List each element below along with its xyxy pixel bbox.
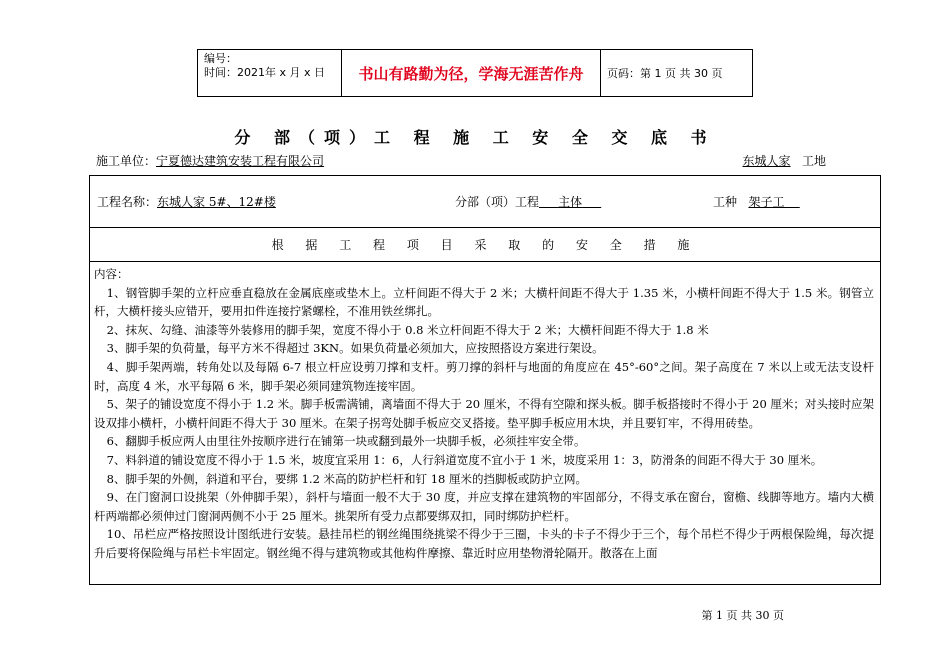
safety-form <box>89 175 881 585</box>
project-part-label: 分部（项）工程 <box>455 195 540 209</box>
project-part <box>455 193 713 210</box>
serial-label: 编号： <box>204 52 237 65</box>
unit-name: 宁夏德达建筑安装工程有限公司 <box>156 154 325 168</box>
measures-heading: 根 据 工 程 项 目 采 取 的 安 全 措 施 <box>90 228 880 262</box>
slogan: 书山有路勤为径，学海无涯苦作舟 <box>342 50 601 96</box>
unit-label: 施工单位： <box>96 154 157 168</box>
content-item: 1、钢管脚手架的立杆应垂直稳放在金属底座或垫木上。立杆间距不得大于 2 米；大横杆间距不得大于 1.35 米，小横杆间距不得大于 1.5 米。钢管立杆，大横杆接头应错开，要用扣件连接拧紧螺栓，不准用铁丝绑扎。 <box>94 285 874 319</box>
header-meta <box>198 50 342 96</box>
project-trade-label: 工种 <box>713 195 738 209</box>
site-name: 东城人家 <box>742 154 791 168</box>
content-body <box>90 262 880 563</box>
project-trade-value <box>748 195 799 209</box>
project-name <box>97 193 455 210</box>
site-suffix: 工地 <box>801 154 826 168</box>
project-trade <box>713 193 800 210</box>
page-info: 页码：第 1 页 共 30 页 <box>607 67 723 80</box>
content-item: 8、脚手架的外侧，斜道和平台，要绑 1.2 米高的防护栏杆和钉 18 厘米的挡脚板或防护立网。 <box>106 471 587 486</box>
page-footer: 第 1 页 共 30 页 <box>701 609 784 622</box>
page-title: 分 部（项）工 程 施 工 安 全 交 底 书 <box>234 128 716 147</box>
project-name-label: 工程名称： <box>97 195 158 209</box>
project-row <box>90 176 880 228</box>
content-item: 4、脚手架两端，转角处以及每隔 6-7 根立杆应设剪刀撑和支杆。剪刀撑的斜杆与地面的角度应在 45°-60°之间。架子高度在 7 米以上或无法支设杆时，高度 4 米，水平每隔 6 米，脚手架必须同建筑物连接牢固。 <box>94 359 874 393</box>
content-item: 7、料斜道的铺设宽度不得小于 1.5 米，坡度宜采用 1：6，人行斜道宽度不宜小于 1 米，坡度采用 1：3，防滑条的间距不得大于 30 厘米。 <box>106 452 823 467</box>
time-label: 时间：2021年 x 月 x 日 <box>204 66 325 79</box>
content-label: 内容： <box>94 267 129 281</box>
content-item: 6、翻脚手板应两人由里往外按顺序进行在铺第一块或翻到最外一块脚手板，必须挂牢安全带。 <box>106 434 586 449</box>
construction-unit <box>96 152 324 169</box>
content-item: 2、抹灰、勾缝、油漆等外装修用的脚手架，宽度不得小于 0.8 米立杆间距不得大于 2 米；大横杆间距不得大于 1.8 米 <box>106 322 709 337</box>
project-part-text: 主体 <box>558 195 583 209</box>
content-item: 5、架子的铺设宽度不得小于 1.2 米。脚手板需满铺，离墙面不得大于 20 厘米，不得有空隙和探头板。脚手板搭接时不得小于 20 厘米；对头接时应架设双排小横杆，小横杆间距不得大于 30 厘米。在架子拐弯处脚手板应交叉搭接。垫平脚手板应用木块，并且要钉牢，不得用砖垫。 <box>94 397 874 430</box>
project-part-value <box>539 195 601 209</box>
unit-row <box>96 152 826 169</box>
project-name-value: 东城人家 5#、12#楼 <box>157 195 276 209</box>
document-header <box>197 49 753 97</box>
project-trade-text: 架子工 <box>748 195 785 209</box>
content-item: 9、在门窗洞口设挑架（外伸脚手架），斜杆与墙面一般不大于 30 度，并应支撑在建筑物的牢固部分，不得支承在窗台，窗檐、线脚等地方。墙内大横杆两端都必须伸过门窗洞两侧不小于 25 厘米。挑架所有受力点都要绑双扣，同时绑防护栏杆。 <box>94 490 874 523</box>
content-item: 3、脚手架的负荷量，每平方米不得超过 3KN。如果负荷量必须加大，应按照搭设方案进行架设。 <box>106 341 604 356</box>
content-item: 10、吊栏应严格按照设计图纸进行安装。悬挂吊栏的钢丝绳围绕挑梁不得少于三圈，卡头的卡子不得少于三个，每个吊栏不得少于两根保险绳，每次提升后要将保险绳与吊栏卡牢固定。钢丝绳不得与建筑物或其他构件摩擦、靠近时应用垫物滑轮隔开。散落在上面 <box>94 527 874 560</box>
site <box>743 152 826 169</box>
